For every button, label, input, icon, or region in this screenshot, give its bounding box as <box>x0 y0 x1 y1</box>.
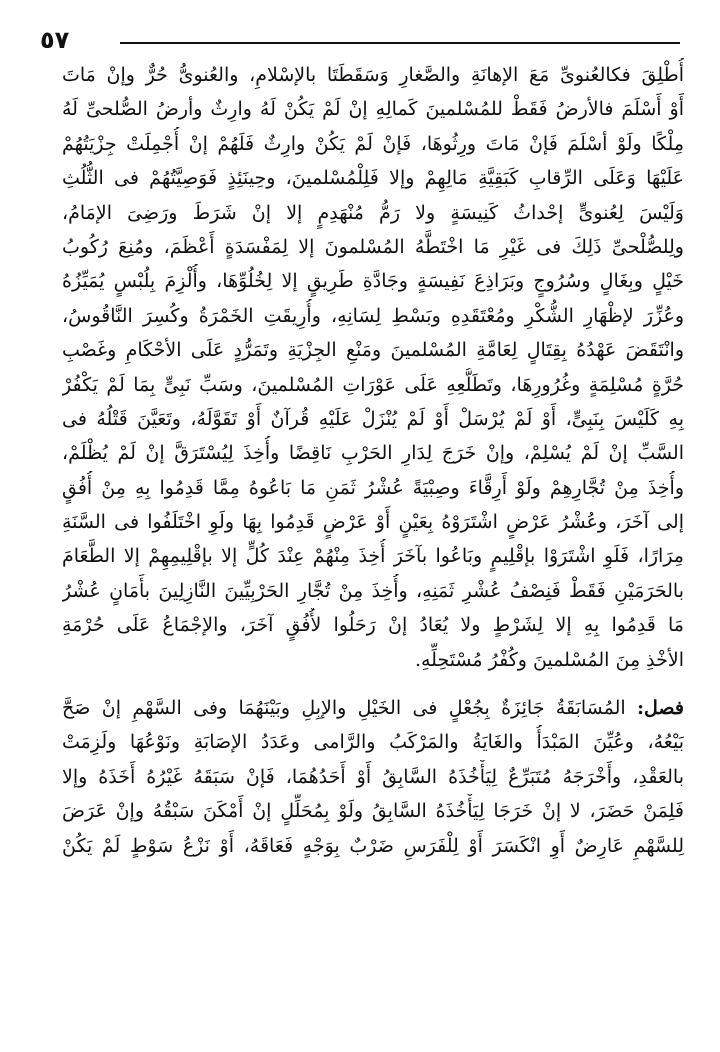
text-line: مِلْكًا ولَوْ أسْلَمَ فَإنْ مَاتَ ورِثُوهَا، فَإنْ لَمْ يَكُنْ وارِثٌ فَلَهُمْ إنْ أُجْمِلَتْ جِزْيَتُهُمْ <box>62 132 684 155</box>
text-line <box>62 691 684 725</box>
text-line: أُطْلِقَ فكالعُنوىِّ مَعَ الإهانَةِ والصَّغارِ وَسَقَطَتَا بالإسْلامِ، والعُنوىُّ حُرٌّ وإنْ مَاتَ <box>62 64 684 86</box>
text-line: وعُزِّرَ لإظْهَارِ الشُّكْرِ ومُعْتَقَدِهِ وبَسْطِ لِسَانِهِ، وأُرِيقَتِ الخَمْرَةُ وكُسِرَ النَّاقُوسُ، <box>62 304 684 327</box>
text-line: بَيْعُهُ، وعُيِّنَ المَبْدَأُ والغَايَةُ والمَرْكَبُ والرَّامى وعَدَدُ الإصَابَةِ ونَوْعُهَا ولَزِمَتْ <box>62 731 684 754</box>
text-line: فَلِمَنْ حَضَرَ، لا إنْ خَرَجَا لِيَأْخُذَهُ السَّابِقُ ولَوْ بِمُحَلِّلٍ إنْ أَمْكَنَ سَبْقُهُ وإنْ عَرَضَ <box>62 800 684 823</box>
text-line: بِهِ كَلَيْسَ بِنَبِىٍّ، أَوْ لَمْ يُرْسَلْ أَوْ لَمْ يُنْزَلْ عَلَيْهِ قُرآنٌ أَوْ تَقَوَّلَهُ، وتَعَيَّنَ قَتْلُهُ فى <box>62 407 684 430</box>
text-line: السَّبِّ إنْ لَمْ يُسْلِمْ، وإنْ خَرَجَ لِدَارِ الحَرْبِ نَاقِضًا وأُخِذَ لِيُسْتَرَقَّ إنْ لَمْ يُظْلَمْ، <box>62 442 684 465</box>
page-header <box>40 22 680 56</box>
text-line: خَيْلٍ وبِغَالٍ وسُرُوجٍ وبَرَاذِعَ نَفِيسَةٍ وجَادَّةِ طَرِيقٍ إلا لِخُلُوِّهَا، وأُلْزِمَ بِلُبْسٍ يُمَيِّزُهُ <box>62 270 684 293</box>
text-line: ولِلصُّلْحىِّ ذَلِكَ فى غَيْرِ مَا اخْتَطَّهُ المُسْلمونَ إلا لِمَفْسَدَةٍ أَعْظَمَ، ومُنِعَ رُكُوبُ <box>62 235 684 258</box>
text-line: إلى آخَرَ، وعُشْرُ عَرْضٍ اشْتَرَوْهُ بِعَيْنٍ أَوْ عَرْضٍ قَدِمُوا بِهَا ولَوِ اخْتَلَفُوا فى السَّنَةِ <box>62 511 684 534</box>
text-line: الأخْذِ مِنَ المُسْلمينَ وكُفْرُ مُسْتَحِلِّهِ. <box>414 648 684 671</box>
section-label: فصل: <box>637 697 684 720</box>
text-line: بالعَقْدِ، وأَخْرَجَهُ مُتَبَرِّعٌ لِيَأْخُذَهُ السَّابِقُ أَوْ أَحَدُهُمَا، فَإنْ سَبَقَهُ غَيْرُهُ أَخَذَهُ وإلا <box>62 765 684 788</box>
text-line: حُرَّةٍ مُسْلِمَةٍ وغُرُورِهَا، وتَطَلُّعِهِ عَلَى عَوْرَاتِ المُسْلمينَ، وسَبِّ نَبِىٍّ بِمَا لَمْ يَكْفُرْ <box>62 373 684 396</box>
section-2 <box>62 691 684 863</box>
text-line: مَا قَدِمُوا بِهِ إلا لِشَرْطٍ ولا يُعَادُ إنْ رَحَلُوا لأُفُقٍ آخَرَ، والإجْمَاعُ عَلَى حُرْمَةِ <box>62 614 684 637</box>
section-1 <box>62 58 684 677</box>
text-line: وانْتَقَضَ عَهْدُهُ بِقِتَالٍ لِعَامَّةِ المُسْلمينَ ومَنْعِ الجِزْيَةِ وتَمَرُّدٍ عَلَى الأحْكَامِ وغَصْبِ <box>62 339 684 362</box>
text-line: بالحَرَمَيْنِ فَقَطْ فَنِصْفُ عُشْرِ ثَمَنِهِ، وأُخِذَ مِنْ تُجَّارِ الحَرْبِيِّينَ النَّازِلِينَ بأَمَانٍ عُشْرُ <box>62 579 684 602</box>
text-line-content: المُسَابَقَةُ جَائِزَةٌ بِجُعْلٍ فى الخَيْلِ والإبِلِ وبَيْنَهُمَا وفى السَّهْمِ إنْ صَحَّ <box>62 697 626 720</box>
text-line: مِرَارًا، فَلَوِ اشْتَرَوْا بإقْلِيمٍ وبَاعُوا بآخَرَ أُخِذَ مِنْهُمْ عِنْدَ كُلٍّ إلا بإقْلِيمِهِمْ إلا الطَّعَامَ <box>62 545 684 568</box>
text-line: أَوْ أَسْلَمَ فالأرضُ فَقَطْ للمُسْلمينَ كَمالِهِ إنْ لَمْ يَكُنْ لَهُ وارِثٌ وأرضُ الصُّلحىِّ لَهُ <box>62 98 684 121</box>
header-rule <box>120 42 680 44</box>
section-gap <box>62 677 684 691</box>
page-number: ٥٧ <box>40 26 70 54</box>
text-line: عَلَيْهَا وَعَلَى الرِّقابِ كَبَقِيَّةِ مَالِهِمْ وإلا فَلِلْمُسْلمينَ، وحِينَئِذٍ فَوَصِيَّتُهُمْ فى الثُّلُثِ <box>62 167 684 190</box>
text-line: وَلَيْسَ لِعُنوىٍّ إحْداثُ كَنِيسَةٍ ولا رَمُّ مُنْهَدِمٍ إلا إنْ شَرَطَ ورَضِىَ الإمَامُ، <box>62 201 684 224</box>
text-line: وأُخِذَ مِنْ تُجَّارِهِمْ ولَوْ أَرِقَّاءَ وصِبْيَةً عُشْرُ ثَمَنِ مَا بَاعُوهُ مِمَّا قَدِمُوا بِهِ مِنْ أُفُقٍ <box>62 476 684 499</box>
text-line: لِلسَّهْمِ عَارِضٌ أَوِ انْكَسَرَ أَوْ لِلْفَرَسِ ضَرْبٌ بِوَجْهٍ فَعَاقَهُ، أَوْ نَزْعُ سَوْطٍ لَمْ يَكُنْ <box>62 834 684 857</box>
page-body <box>62 58 684 863</box>
